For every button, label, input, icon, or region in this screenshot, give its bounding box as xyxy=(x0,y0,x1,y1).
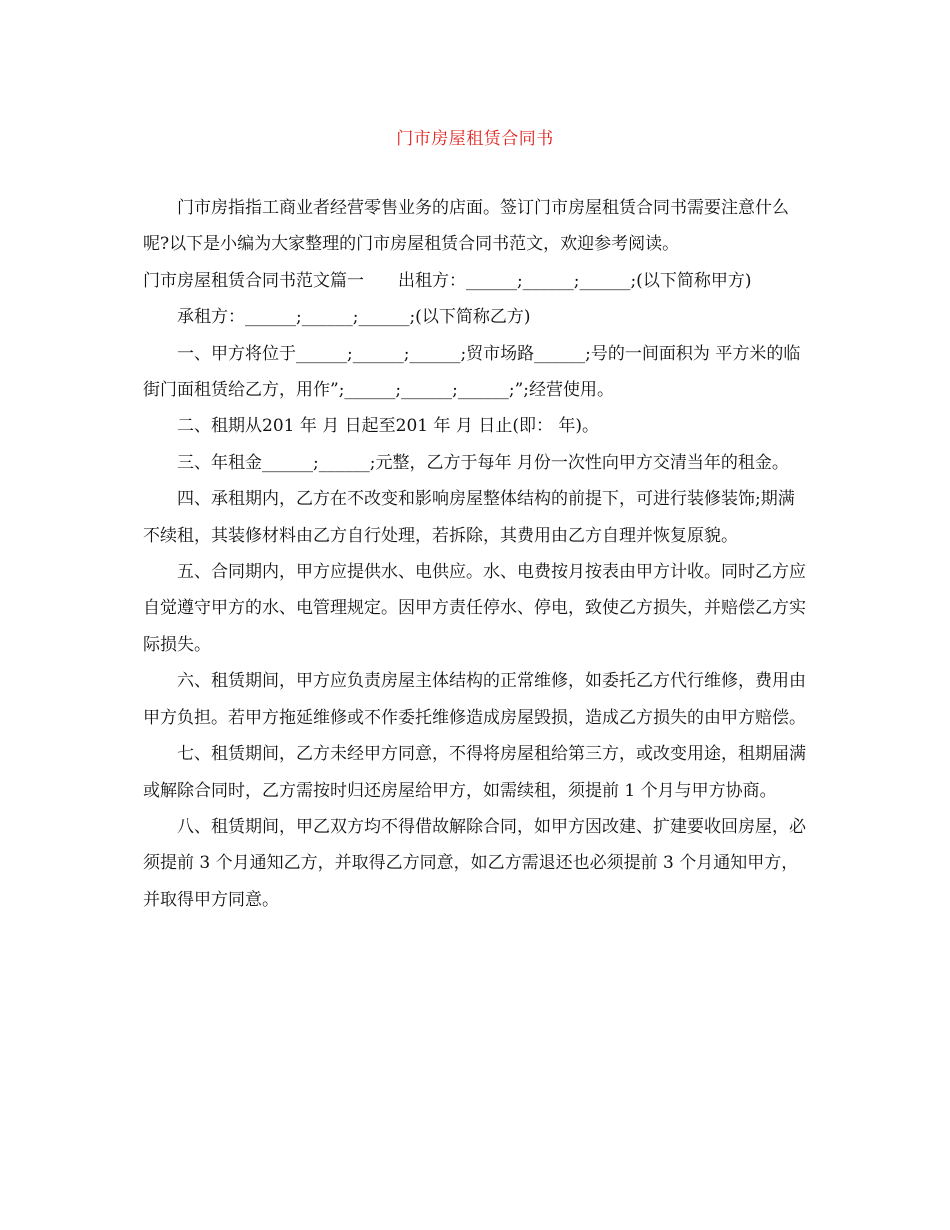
clause-2: 二、租期从201 年 月 日起至201 年 月 日止(即： 年)。 xyxy=(177,416,599,437)
document-body xyxy=(143,190,811,918)
clause-8: 八、租赁期间，甲乙双方均不得借故解除合同，如甲方因改建、扩建要收回房屋，必须提前 3 个月通知乙方，并取得乙方同意，如乙方需退还也必须提前 3 个月通知甲方，并取得甲方同意。 xyxy=(143,816,806,910)
clause-5: 五、合同期内，甲方应提供水、电供应。水、电费按月按表由甲方计收。同时乙方应自觉遵守甲方的水、电管理规定。因甲方责任停水、停电，致使乙方损失，并赔偿乙方实际损失。 xyxy=(143,562,806,655)
intro-paragraph: 门市房指指工商业者经营零售业务的店面。签订门市房屋租赁合同书需要注意什么呢?以下是小编为大家整理的门市房屋租赁合同书范文，欢迎参考阅读。 xyxy=(143,198,789,255)
clause-4: 四、承租期内，乙方在不改变和影响房屋整体结构的前提下，可进行装修装饰;期满不续租，其装修材料由乙方自行处理，若拆除，其费用由乙方自理并恢复原貌。 xyxy=(143,489,795,546)
clause-6: 六、租赁期间，甲方应负责房屋主体结构的正常维修，如委托乙方代行维修，费用由甲方负担。若甲方拖延维修或不作委托维修造成房屋毁损，造成乙方损失的由甲方赔偿。 xyxy=(143,671,806,728)
clause-7: 七、租赁期间，乙方未经甲方同意，不得将房屋租给第三方，或改变用途，租期届满或解除合同时，乙方需按时归还房屋给甲方，如需续租，须提前 1 个月与甲方协商。 xyxy=(143,744,806,801)
lessee-paragraph: 承租方：______;______;______;(以下简称乙方) xyxy=(177,307,531,328)
clause-1: 一、甲方将位于______;______;______;贸市场路______;号的一间面积为 平方米的临街门面租赁给乙方，用作”;______;______;______;”;经营使用。 xyxy=(143,343,801,401)
document-title: 门市房屋租赁合同书 xyxy=(396,129,554,149)
clause-3: 三、年租金______;______;元整，乙方于每年 月份一次性向甲方交清当年的租金。 xyxy=(177,452,789,473)
lessor-paragraph: 门市房屋租赁合同书范文篇一 出租方：______;______;______;(以下简称甲方) xyxy=(143,270,752,291)
